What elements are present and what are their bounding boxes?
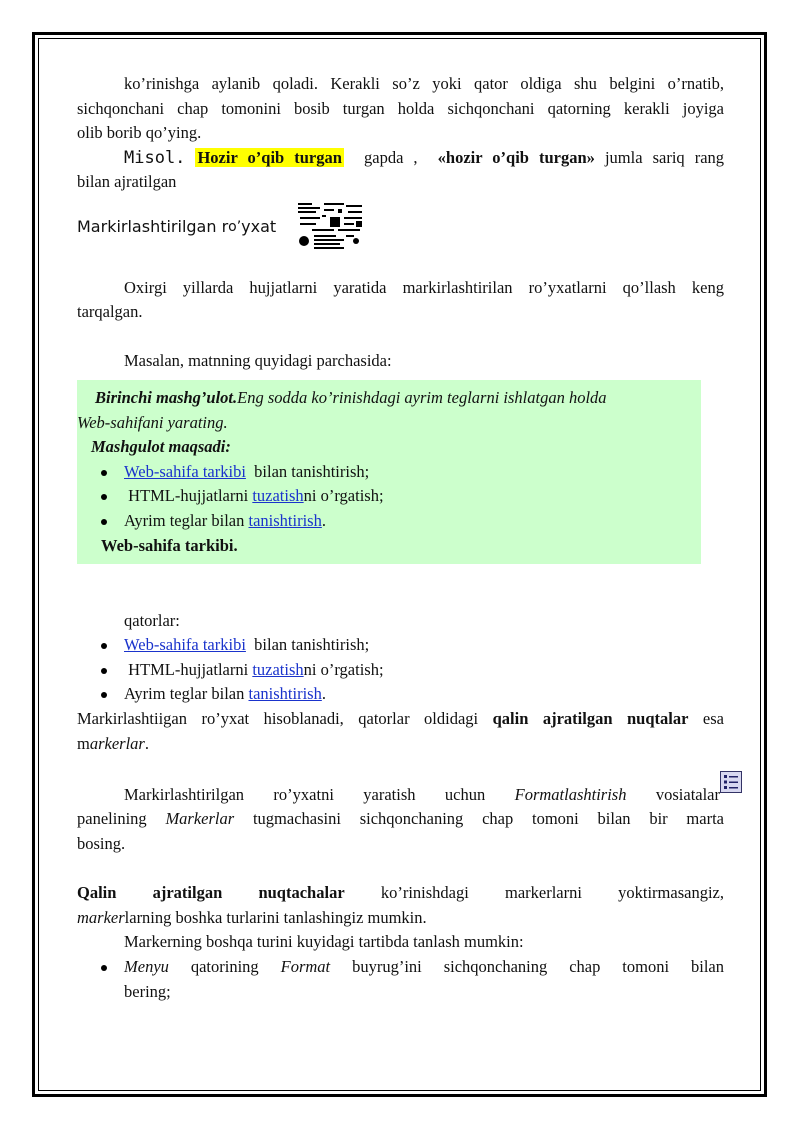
italic-text: Formatlashtirish (514, 784, 627, 804)
text: Markerning boshqa turini kuyidagi tartibda tanlash mumkin: (124, 932, 524, 952)
quoted-text: «hozir o’qib turgan» (437, 147, 595, 167)
example-paragraph-line2 (77, 170, 724, 195)
link-web-sahifa-tarkibi[interactable]: Web-sahifa tarkibi (124, 635, 246, 655)
text: Masalan, matnning quyidagi parchasida: (124, 351, 392, 371)
text: Ayrim teglar bilan (124, 684, 249, 704)
text: panelining (77, 809, 166, 829)
text: qatorlar: (124, 610, 180, 630)
link-web-sahifa-tarkibi[interactable]: Web-sahifa tarkibi (124, 461, 246, 481)
list-item-line1 (124, 955, 724, 980)
heading-text: Markirlashtirilgan r (77, 216, 229, 236)
paragraph-2-line2 (77, 300, 724, 325)
text: m (77, 733, 90, 753)
spacer (77, 570, 724, 595)
list-item-line2: bering; (124, 981, 171, 1001)
box-title-line2 (77, 411, 701, 436)
example-box (77, 380, 701, 564)
list-item (77, 633, 724, 658)
box-title-rest: Eng sodda ko’rinishdagi ayrim teglarni ishlatgan holda (237, 387, 607, 407)
spacer (77, 595, 724, 609)
text: ko’rinishga aylanib qoladi. Kerakli so’z yoki qator oldiga shu belgini o’rnatib, (124, 74, 724, 93)
paragraph-3 (77, 349, 724, 374)
bold-text: qalin ajratilgan nuqtalar (492, 709, 689, 729)
paragraph-6 (77, 781, 724, 808)
highlighted-text: Hozir o’qib turgan (197, 147, 342, 167)
paragraph-6-line3 (77, 832, 724, 857)
example-paragraph (77, 146, 724, 171)
bold-text: Qalin ajratilgan nuqtachalar (77, 883, 345, 903)
paragraph-1-line2 (77, 97, 724, 122)
heading-text: o’ (228, 218, 242, 235)
heading-text: yxat (241, 216, 277, 236)
italic-text: Format (280, 957, 331, 976)
text: vosiatalar (626, 784, 721, 804)
text: ko’rinishdagi markerlarni yoktirmasangiz, (344, 883, 724, 903)
text: . (321, 510, 326, 530)
text: tugmachasini sichqonchaning chap tomoni bilan bir marta (234, 809, 724, 829)
text: tarqalgan. (77, 302, 143, 322)
list-item (77, 658, 724, 683)
paragraph-7 (77, 881, 724, 906)
text: Web-sahifa tarkibi. (101, 535, 238, 555)
italic-text: arkerlar (89, 733, 145, 753)
document-body (77, 72, 724, 1004)
text: Markirlashtiigan ro’yxat hisoblanadi, qatorlar oldidagi (77, 709, 493, 729)
text: ni o’rgatish; (303, 659, 384, 679)
text: HTML-hujjatlarni (124, 659, 253, 679)
text: Web-sahifani yarating. (77, 412, 228, 432)
italic-text: Menyu (124, 957, 169, 976)
spacer (77, 857, 724, 882)
bullets-toolbar-icon (720, 771, 742, 793)
text: ni o’rgatish; (303, 486, 384, 506)
text: qatorining (168, 957, 281, 976)
spacer (77, 251, 724, 276)
paragraph-4 (77, 609, 724, 634)
text: bilan tanishtirish; (245, 635, 370, 655)
italic-text: marker (77, 907, 125, 927)
link-tuzatish[interactable]: tuzatish (252, 659, 304, 679)
text: buyrug’ini sichqonchaning chap tomoni bilan (330, 957, 725, 976)
box-list (77, 460, 701, 534)
box-title (77, 386, 701, 411)
text: gapda , (343, 147, 438, 167)
bulleted-list-steps (77, 955, 724, 1004)
text: Markirlashtirilgan ro’yxatni yaratish uchun (124, 784, 515, 804)
bulleted-list (77, 633, 724, 707)
paragraph-8 (77, 930, 724, 955)
paragraph-1-line3 (77, 121, 724, 146)
text: larning boshka turlarini tanlashingiz mumkin. (124, 907, 427, 927)
text: bilan ajratilgan (77, 172, 177, 192)
list-item (77, 955, 724, 1004)
text: jumla sariq rang (594, 147, 725, 167)
link-tanishtirish[interactable]: tanishtirish (248, 684, 322, 704)
text: Oxirgi yillarda hujjatlarni yaratida markirlashtirilan ro’yxatlarni qo’llash keng (124, 277, 724, 297)
paragraph-5-line2 (77, 732, 724, 757)
text: bosing. (77, 834, 126, 854)
paragraph-6-line2 (77, 807, 724, 832)
box-footer (77, 534, 701, 559)
italic-text: Markerlar (165, 809, 235, 829)
list-item (77, 484, 701, 509)
link-tanishtirish[interactable]: tanishtirish (248, 510, 322, 530)
text: Mashgulot maqsadi: (91, 437, 231, 457)
list-item (77, 682, 724, 707)
bulleted-list-icon (298, 203, 364, 251)
text: . (144, 733, 149, 753)
box-goal (77, 435, 701, 460)
paragraph-7-line2 (77, 906, 724, 931)
link-tuzatish[interactable]: tuzatish (252, 486, 304, 506)
paragraph-2 (77, 276, 724, 301)
list-item (77, 509, 701, 534)
text: sichqonchani chap tomonini bosib turgan holda sichqonchani qatorning kerakli joyiga (77, 98, 724, 118)
text: bilan tanishtirish; (245, 461, 370, 481)
text: . (321, 684, 326, 704)
example-label: Misol. (124, 147, 186, 168)
section-heading (77, 203, 724, 251)
text: HTML-hujjatlarni (124, 486, 253, 506)
paragraph-1 (77, 72, 724, 97)
box-title-bold: Birinchi mashg’ulot. (95, 387, 238, 407)
text: olib borib qo’ying. (77, 123, 202, 143)
list-item (77, 460, 701, 485)
text: Ayrim teglar bilan (124, 510, 249, 530)
spacer (77, 756, 724, 781)
text: esa (688, 709, 724, 729)
paragraph-5 (77, 707, 724, 732)
spacer (77, 325, 724, 350)
